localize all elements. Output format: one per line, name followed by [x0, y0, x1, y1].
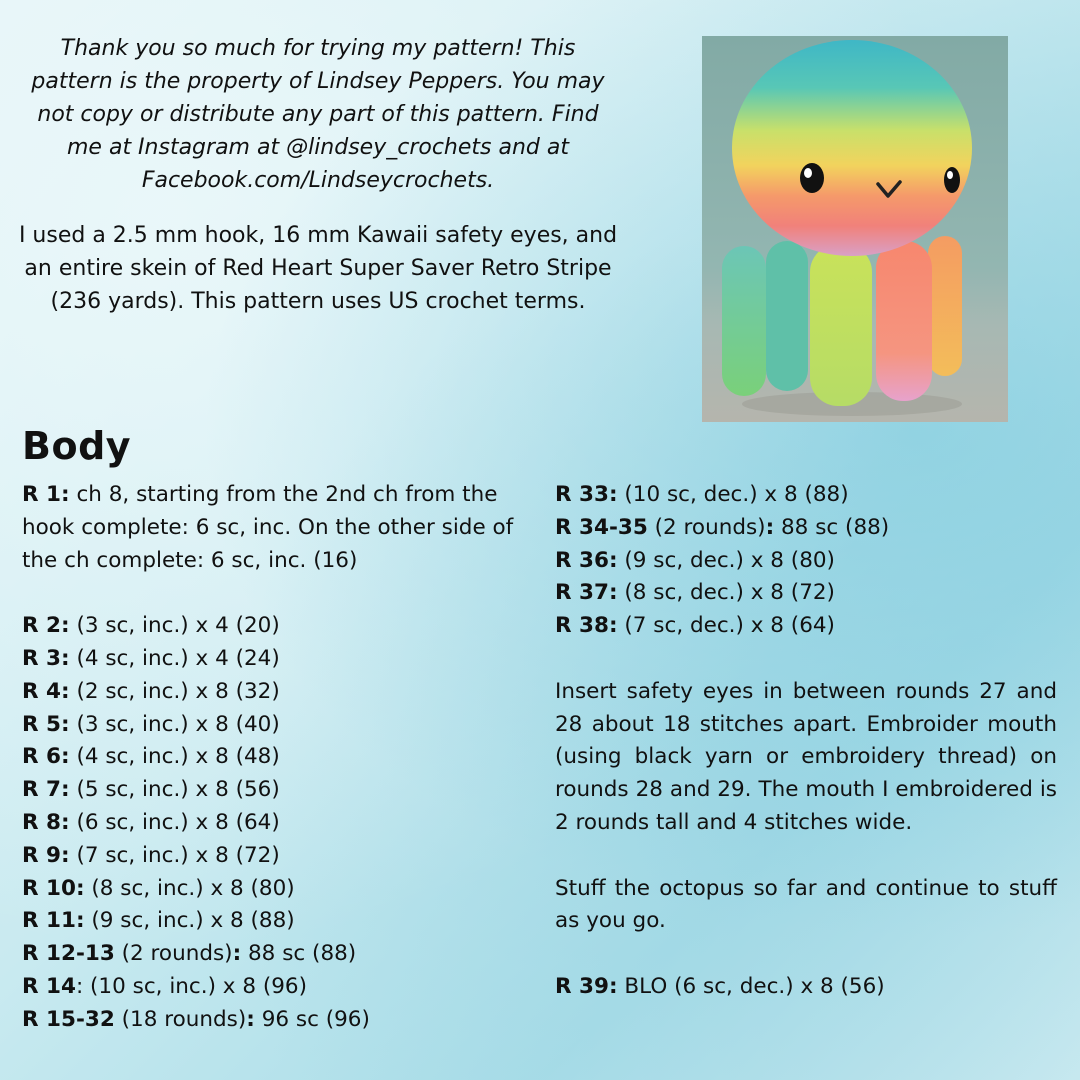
round-row [22, 971, 530, 1004]
round-row [22, 643, 530, 676]
round-text: (4 sc, inc.) x 4 (24) [69, 645, 280, 671]
octopus-photo [702, 36, 1008, 422]
intro-block [18, 32, 618, 318]
round-text: (7 sc, dec.) x 8 (64) [617, 613, 835, 639]
eyes-instructions: Insert safety eyes in between rounds 27 and 28 about 18 stitches apart. Embroider mouth (using black yarn or embroidery thread) on rounds 28 and 29. The mouth I embroidered is 2 rounds tall and 4 stitches wide. [555, 678, 1057, 835]
round-row [22, 741, 530, 774]
round-rest: 88 sc (88) [241, 941, 357, 967]
section-title: Body [22, 424, 132, 468]
round-row [22, 938, 530, 971]
round-text: (8 sc, inc.) x 8 (80) [84, 875, 295, 901]
round-row [555, 577, 1057, 610]
round-row [22, 610, 530, 643]
round-label: R 39: [555, 973, 618, 999]
round-text: BLO (6 sc, dec.) x 8 (56) [617, 973, 885, 999]
round-label: R 7: [22, 777, 70, 803]
octopus-illustration [702, 36, 1008, 422]
round-row [22, 905, 530, 938]
round-row [555, 512, 1057, 545]
round-label: R 14 [22, 973, 76, 999]
spacer [555, 938, 1057, 971]
round-label: R 2: [22, 613, 70, 639]
round-label: R 4: [22, 678, 70, 704]
round-label: R 8: [22, 809, 70, 835]
round-label: R 9: [22, 842, 70, 868]
round-row [555, 610, 1057, 643]
round-label: R 36: [555, 547, 618, 573]
rounds-right-column [555, 479, 1057, 1004]
round-label: R 11: [22, 908, 85, 934]
round-text: (2 rounds) [114, 941, 233, 967]
round-text: (5 sc, inc.) x 8 (56) [69, 777, 280, 803]
round-text: (6 sc, inc.) x 8 (64) [69, 809, 280, 835]
round-row [22, 774, 530, 807]
round-text: (8 sc, dec.) x 8 (72) [617, 580, 835, 606]
round-row [22, 840, 530, 873]
round-row [22, 709, 530, 742]
round-label: R 15-32 [22, 1006, 115, 1032]
round-label: R 37: [555, 580, 618, 606]
round-row [22, 807, 530, 840]
round-label: R 1: [22, 482, 70, 507]
materials-note: I used a 2.5 mm hook, 16 mm Kawaii safety eyes, and an entire skein of Red Heart Super Saver Retro Stripe (236 yards). This pattern uses US crochet terms. [18, 223, 618, 314]
round-row [22, 479, 530, 577]
round-row [22, 1004, 530, 1037]
copyright-note: Thank you so much for trying my pattern! This pattern is the property of Lindsey Peppers. You may not copy or distribute any part of this pattern. Find me at Instagram at @lindsey_crochets and at Facebook.com/Lindseycrochets. [31, 36, 605, 193]
round-colon: : [246, 1006, 255, 1032]
round-text: (9 sc, dec.) x 8 (80) [617, 547, 835, 573]
round-text: (3 sc, inc.) x 8 (40) [69, 711, 280, 737]
round-row [22, 676, 530, 709]
round-text: (9 sc, inc.) x 8 (88) [84, 908, 295, 934]
round-text: (18 rounds) [114, 1006, 247, 1032]
round-text: (2 rounds) [647, 514, 766, 540]
spacer [555, 643, 1057, 676]
round-colon: : [765, 514, 775, 540]
spacer [555, 840, 1057, 873]
round-rest: 96 sc (96) [254, 1006, 370, 1032]
rounds-left-column [22, 479, 530, 1037]
round-label: R 5: [22, 711, 70, 737]
round-row [555, 971, 1057, 1004]
round-text: : (10 sc, inc.) x 8 (96) [75, 973, 307, 999]
round-row [555, 479, 1057, 512]
round-rest: 88 sc (88) [774, 514, 890, 540]
round-label: R 12-13 [22, 941, 115, 967]
round-text: ch 8, starting from the 2nd ch from the hook complete: 6 sc, inc. On the other side of the ch complete: 6 sc, inc. (16) [22, 482, 514, 573]
round-row [22, 873, 530, 906]
round-text: (2 sc, inc.) x 8 (32) [69, 678, 280, 704]
round-text: (4 sc, inc.) x 8 (48) [69, 744, 280, 770]
round-text: (7 sc, inc.) x 8 (72) [69, 842, 280, 868]
round-colon: : [232, 941, 242, 967]
round-label: R 6: [22, 744, 70, 770]
round-row [555, 545, 1057, 578]
round-label: R 10: [22, 875, 85, 901]
round-label: R 33: [555, 482, 618, 507]
round-label: R 34-35 [555, 514, 648, 540]
stuffing-instructions: Stuff the octopus so far and continue to stuff as you go. [555, 875, 1057, 934]
round-label: R 38: [555, 613, 618, 639]
round-label: R 3: [22, 645, 70, 671]
round-text: (3 sc, inc.) x 4 (20) [69, 613, 280, 639]
round-text: (10 sc, dec.) x 8 (88) [617, 482, 849, 507]
spacer [22, 577, 530, 610]
